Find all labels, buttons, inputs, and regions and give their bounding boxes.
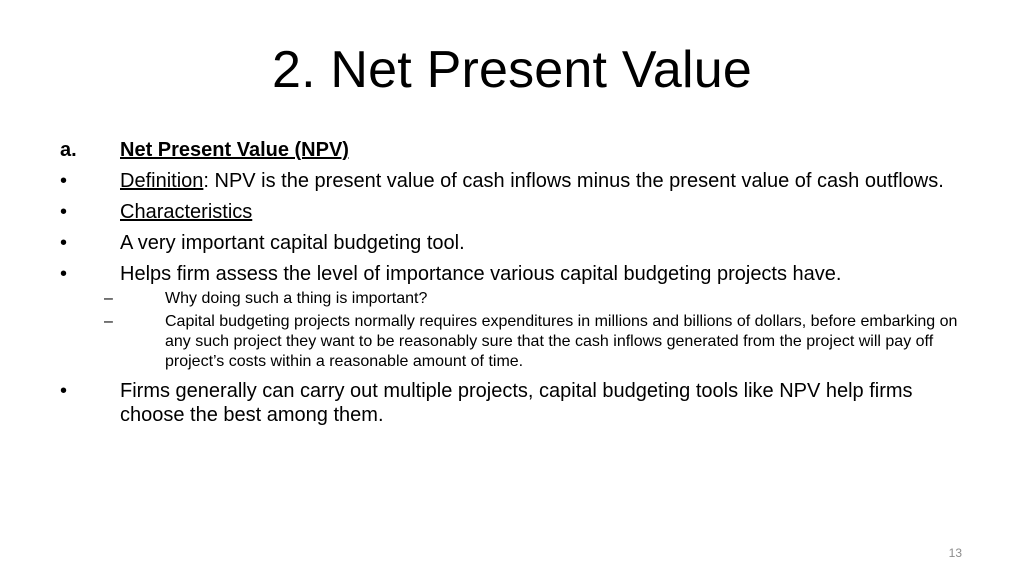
list-marker: a.	[60, 139, 77, 161]
bullet-icon: •	[60, 263, 68, 285]
dash-icon: –	[104, 313, 113, 330]
slide-title: 2. Net Present Value	[272, 41, 752, 99]
list-item-text: Firms generally can carry out multiple projects, capital budgeting tools like NPV help firms choose the best among them.	[120, 380, 913, 426]
slide-body	[60, 138, 960, 427]
dash-icon: –	[104, 290, 113, 307]
bullet-icon: •	[60, 170, 68, 192]
definition-label: Definition	[120, 170, 204, 192]
bullet-icon: •	[60, 380, 68, 402]
definition-text: : NPV is the present value of cash inflows minus the present value of cash outflows.	[203, 170, 944, 192]
list-item-text: A very important capital budgeting tool.	[120, 232, 465, 254]
list-item	[60, 169, 960, 193]
characteristics-label: Characteristics	[120, 201, 253, 223]
page-number: 13	[948, 546, 962, 560]
section-heading: Net Present Value (NPV)	[120, 139, 349, 161]
list-item	[60, 200, 960, 224]
bullet-icon: •	[60, 201, 68, 223]
sub-list-item-text: Capital budgeting projects normally requires expenditures in millions and billions of dollars, before embarking on any such project they want to be reasonably sure that the cash inflows generated from the project will pay off project’s costs within a reasonable amount of time.	[165, 313, 958, 370]
list-item-text: Helps firm assess the level of importance various capital budgeting projects have.	[120, 263, 842, 285]
bullet-icon: •	[60, 232, 68, 254]
sub-list-item	[60, 312, 960, 372]
list-item	[60, 231, 960, 255]
sub-list-item	[60, 289, 960, 309]
list-item	[60, 262, 960, 286]
list-item	[60, 379, 960, 427]
sub-list-item-text: Why doing such a thing is important?	[165, 290, 428, 307]
list-item	[60, 138, 960, 162]
